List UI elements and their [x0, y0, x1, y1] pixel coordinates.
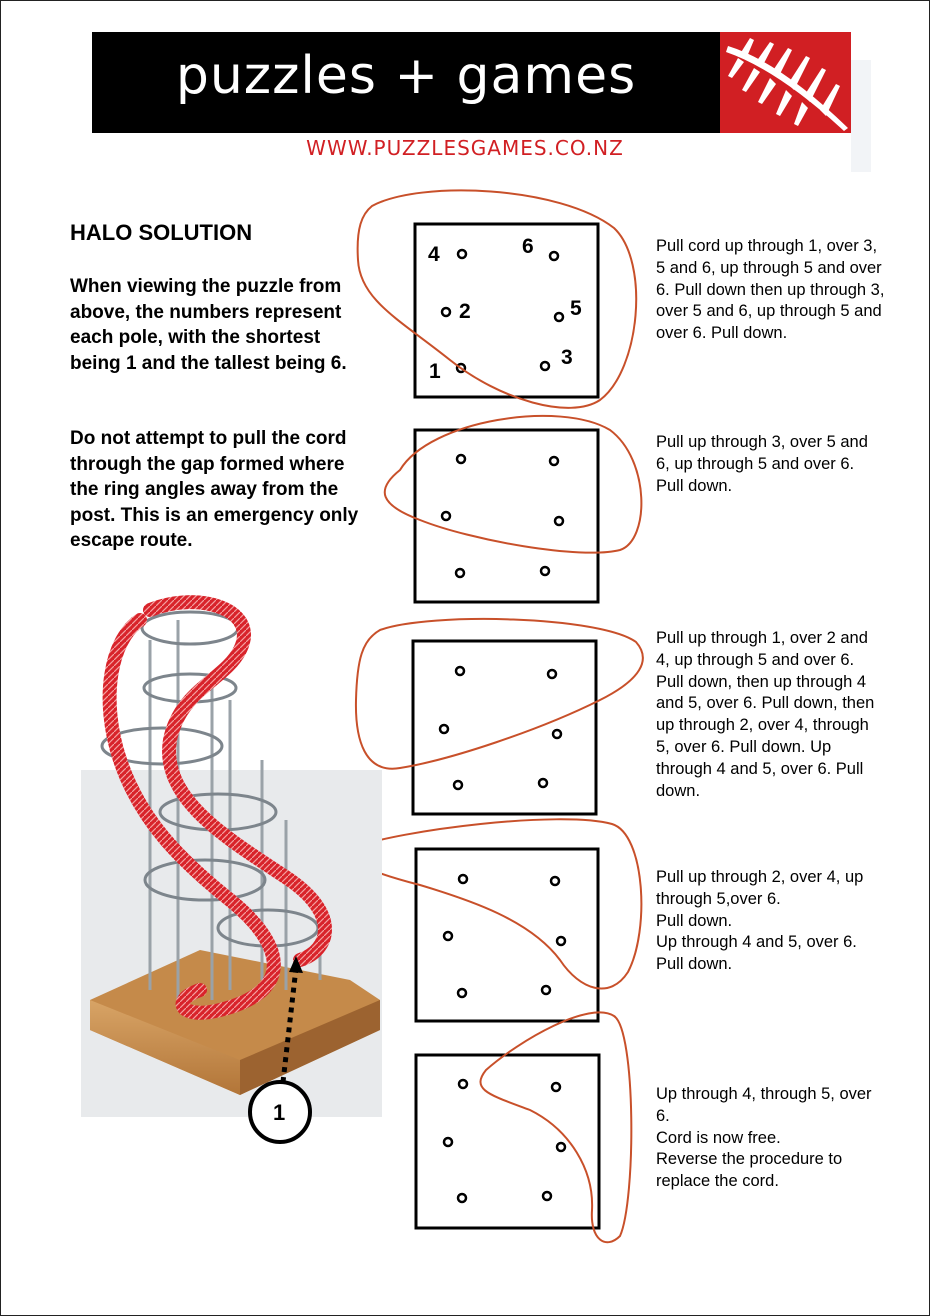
pole-label-6: 6: [522, 235, 534, 258]
diagram-step-2: [385, 416, 642, 602]
step-1-text: Pull cord up through 1, over 3, 5 and 6, up through 5 and over 6. Pull down then up through 3, over 5 and 6, up through 5 and over 6. Pull down.: [656, 237, 885, 343]
pole-5: [555, 313, 563, 321]
step-4-text: Pull up through 2, over 4, up through 5,over 6. Pull down. Up through 4 and 5, over 6. Pull down.: [656, 868, 864, 974]
diagram-step-4: [348, 819, 642, 1021]
page-title: HALO SOLUTION: [70, 220, 253, 245]
pole-2: [442, 308, 450, 316]
intro-paragraph-1: When viewing the puzzle from above, the numbers represent each pole, with the shortest being 1 and the tallest being 6.: [70, 276, 347, 374]
pole-label-5: 5: [570, 297, 582, 320]
step-5-text: Up through 4, through 5, over 6. Cord is now free. Reverse the procedure to replace the cord.: [656, 1085, 872, 1191]
pole-label-1: 1: [429, 360, 441, 383]
diagram-step-1: [358, 190, 637, 407]
step-2-text: Pull up through 3, over 5 and 6, up through 5 and over 6. Pull down.: [656, 433, 868, 495]
pole-3: [541, 362, 549, 370]
cord-path-2: [385, 416, 642, 553]
pole-label-3: 3: [561, 346, 573, 369]
callout-label: 1: [273, 1100, 286, 1125]
website-url[interactable]: WWW.PUZZLESGAMES.CO.NZ: [306, 136, 624, 160]
pole-label-4: 4: [428, 243, 440, 266]
pole-4: [458, 250, 466, 258]
cord-path-5: [480, 1012, 631, 1242]
puzzle-photo: [81, 602, 382, 1142]
diagram-step-3: [356, 619, 643, 814]
diagram-step-5: [416, 1012, 631, 1242]
pole-label-2: 2: [459, 300, 471, 323]
step-3-text: Pull up through 1, over 2 and 4, up through 5 and over 6. Pull down, then up through 4 and 5, over 6. Pull down, then up through 2, over 4, through 5, over 6. Pull down. Up through 4 and 5, over 6. Pull down.: [656, 629, 875, 800]
pole-6: [550, 252, 558, 260]
site-title: puzzles + games: [175, 46, 637, 106]
intro-paragraph-2: Do not attempt to pull the cord through the gap formed where the ring angles away from the post. This is an emergency only escape route.: [70, 428, 359, 551]
